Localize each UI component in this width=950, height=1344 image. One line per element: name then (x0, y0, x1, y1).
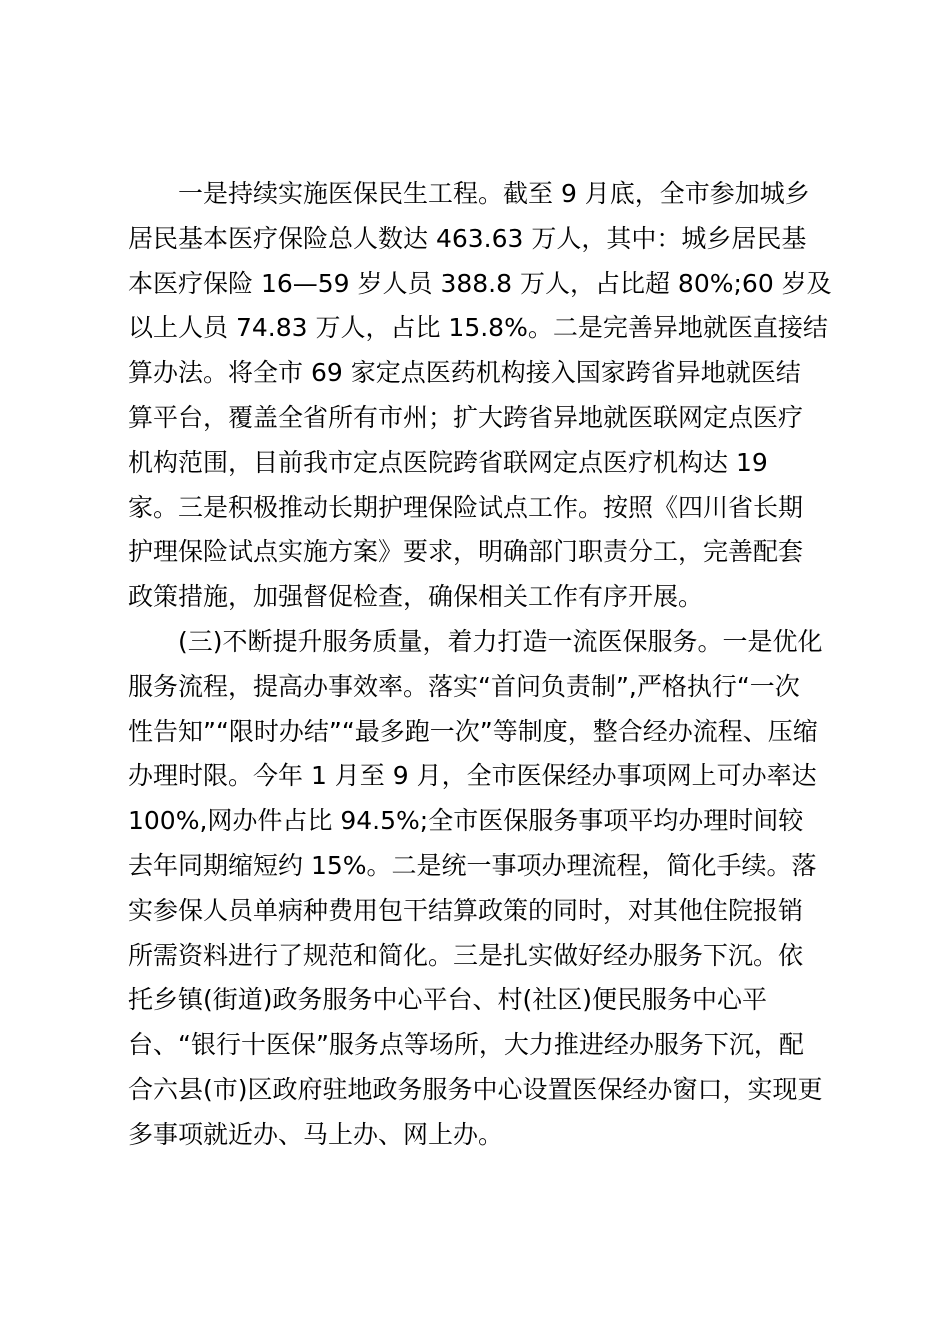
text-line: 以上人员 74.83 万人，占比 15.8%。二是完善异地就医直接结 (128, 313, 828, 343)
text-line: 实参保人员单病种费用包干结算政策的同时，对其他住院报销 (128, 895, 804, 925)
text-line: (三)不断提升服务质量，着力打造一流医保服务。一是优化 (128, 626, 823, 656)
text-line: 家。三是积极推动长期护理保险试点工作。按照《四川省长期 (128, 492, 804, 522)
text-line: 政策措施，加强督促检查，确保相关工作有序开展。 (128, 582, 704, 612)
text-line: 100%,网办件占比 94.5%;全市医保服务事项平均办理时间较 (128, 806, 804, 836)
text-line: 多事项就近办、马上办、网上办。 (128, 1119, 504, 1149)
text-line: 所需资料进行了规范和简化。三是扎实做好经办服务下沉。依 (128, 940, 804, 970)
text-line: 机构范围，目前我市定点医院跨省联网定点医疗机构达 19 (128, 447, 768, 477)
text-line: 合六县(市)区政府驻地政务服务中心设置医保经办窗口，实现更 (128, 1074, 823, 1104)
text-line: 本医疗保险 16—59 岁人员 388.8 万人，占比超 80%;60 岁及 (128, 268, 832, 298)
text-line: 服务流程，提高办事效率。落实“首问负责制”,严格执行“一次 (128, 671, 800, 701)
text-line: 办理时限。今年 1 月至 9 月，全市医保经办事项网上可办率达 (128, 761, 817, 791)
text-line: 算平台，覆盖全省所有市州；扩大跨省异地就医联网定点医疗 (128, 402, 804, 432)
body-text (128, 172, 848, 1158)
text-line: 性告知”“限时办结”“最多跑一次”等制度，整合经办流程、压缩 (128, 716, 818, 746)
text-line: 托乡镇(街道)政务服务中心平台、村(社区)便民服务中心平 (128, 985, 768, 1015)
text-line: 居民基本医疗保险总人数达 463.63 万人，其中：城乡居民基 (128, 223, 807, 253)
text-line: 台、“银行十医保”服务点等场所，大力推进经办服务下沉，配 (128, 1030, 804, 1060)
text-line: 算办法。将全市 69 家定点医药机构接入国家跨省异地就医结 (128, 358, 801, 388)
text-line: 护理保险试点实施方案》要求，明确部门职责分工，完善配套 (128, 537, 804, 567)
text-line: 去年同期缩短约 15%。二是统一事项办理流程，简化手续。落 (128, 850, 817, 880)
text-line: 一是持续实施医保民生工程。截至 9 月底，全市参加城乡 (128, 179, 810, 208)
